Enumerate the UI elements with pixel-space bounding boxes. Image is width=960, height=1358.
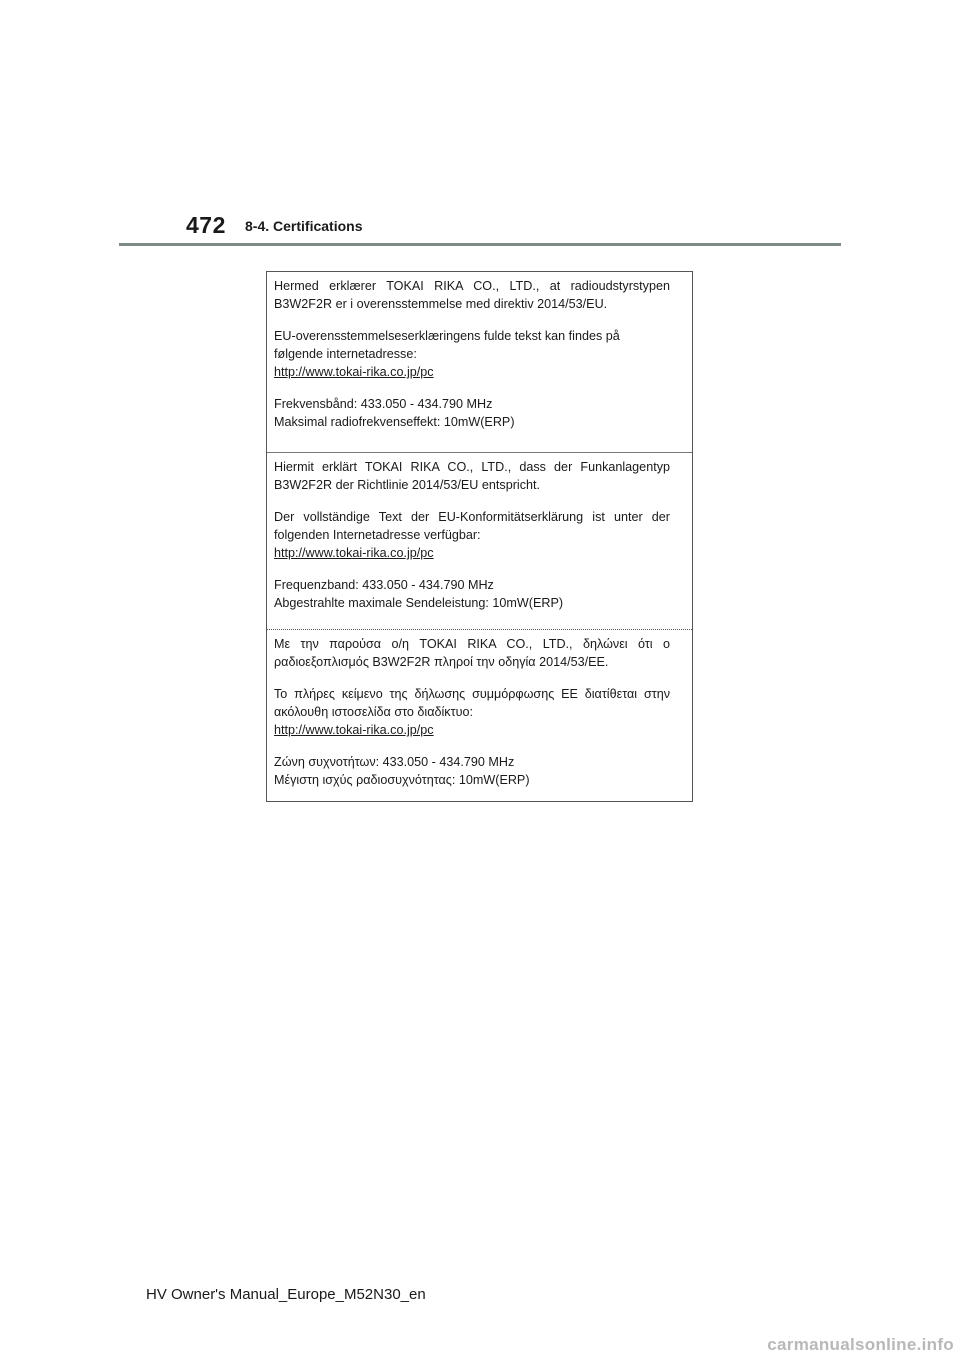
declaration-url-link[interactable]: http://www.tokai-rika.co.jp/pc — [274, 546, 434, 560]
certification-greek — [267, 629, 692, 801]
max-power: Maksimal radiofrekvenseffekt: 10mW(ERP) — [274, 415, 515, 429]
declaration-url-link[interactable]: http://www.tokai-rika.co.jp/pc — [274, 365, 434, 379]
fulltext-line: EU-overensstemmelseserklæringens fulde tekst kan findes på — [274, 329, 620, 343]
max-power: Μέγιστη ισχύς ραδιοσυχνότητας: 10mW(ERP) — [274, 773, 530, 787]
fulltext-line: Το πλήρες κείμενο της δήλωσης συμμόρφωσης ΕΕ διατίθεται στην ακόλουθη ιστοσελίδα στο διαδίκτυο: — [274, 687, 670, 719]
fulltext-line: følgende internetadresse: — [274, 347, 417, 361]
frequency-band: Frekvensbånd: 433.050 - 434.790 MHz — [274, 397, 493, 411]
max-power: Abgestrahlte maximale Sendeleistung: 10mW(ERP) — [274, 596, 564, 610]
declaration-text: Hermed erklærer TOKAI RIKA CO., LTD., at radioudstyrstypen B3W2F2R er i overensstemmelse med direktiv 2014/53/EU. — [274, 279, 670, 311]
section-title: 8-4. Certifications — [245, 218, 363, 234]
frequency-band: Frequenzband: 433.050 - 434.790 MHz — [274, 578, 494, 592]
page-number: 472 — [186, 212, 226, 238]
frequency-band: Ζώνη συχνοτήτων: 433.050 - 434.790 MHz — [274, 755, 515, 769]
header-rule — [119, 243, 841, 246]
fulltext-line: Der vollständige Text der EU-Konformitätserklärung ist unter der folgenden Internetadresse verfügbar: — [274, 510, 670, 542]
declaration-text: Hiermit erklärt TOKAI RIKA CO., LTD., dass der Funkanlagentyp B3W2F2R der Richtlinie 2014/53/EU entspricht. — [274, 460, 670, 492]
declaration-url-link[interactable]: http://www.tokai-rika.co.jp/pc — [274, 723, 434, 737]
footer-manual-name: HV Owner's Manual_Europe_M52N30_en — [146, 1286, 426, 1303]
certification-danish — [267, 272, 692, 452]
certification-german — [267, 452, 692, 629]
certification-box — [266, 271, 693, 802]
watermark: carmanualsonline.info — [767, 1335, 954, 1354]
declaration-text: Με την παρούσα ο/η TOKAI RIKA CO., LTD., δηλώνει ότι ο ραδιοεξοπλισμός B3W2F2R πληροί την οδηγία 2014/53/ΕΕ. — [274, 637, 670, 669]
